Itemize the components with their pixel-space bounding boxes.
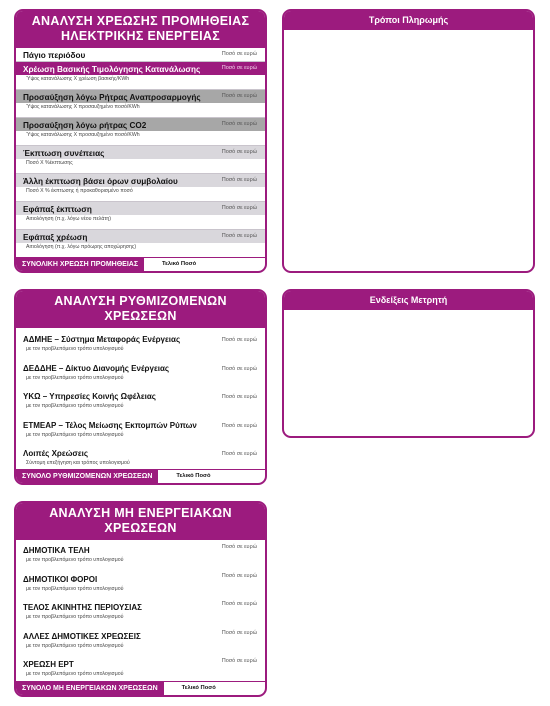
row-title: Εφάπαξ χρέωση [16,230,265,243]
row-amount: Ποσό σε ευρώ [221,205,257,211]
row-subtitle: με τον προβλεπόμενο τρόπο υπολογισμού [26,557,124,563]
row-title: ΤΕΛΟΣ ΑΚΙΝΗΤΗΣ ΠΕΡΙΟΥΣΙΑΣ [23,603,142,612]
row-amount: Ποσό σε ευρώ [221,601,257,607]
row-amount: Ποσό σε ευρώ [221,394,257,400]
nonenergy-row-municipal-taxes [16,570,265,599]
row-amount: Ποσό σε ευρώ [221,572,257,579]
row-amount: Ποσό σε ευρώ [221,93,257,99]
row-title: ΥΚΩ – Υπηρεσίες Κοινής Ωφέλειας [23,392,156,401]
row-amount: Ποσό σε ευρώ [221,365,257,372]
row-subtitle: Ποσό Χ % έκπτωσης ή προκαθορισμένο ποσό [26,188,133,194]
row-title: Πάγιο περιόδου [23,51,86,60]
nonenergy-total-bar [16,681,265,695]
row-subtitle: Αιτιολόγηση (π.χ. λόγω πρόωρης αποχώρησης) [26,244,137,250]
supply-charges-title: ΑΝΑΛΥΣΗ ΧΡΕΩΣΗΣ ΠΡΟΜΗΘΕΙΑΣ ΗΛΕΚΤΡΙΚΗΣ ΕΝΕΡΓΕΙΑΣ [16,11,265,48]
supply-total-value: Τελικό Ποσό [162,261,197,267]
row-amount: Ποσό σε ευρώ [221,337,257,343]
regulated-total-value: Τελικό Ποσό [176,473,211,479]
supply-row-onetime-discount [16,202,265,230]
row-amount: Ποσό σε ευρώ [221,149,257,155]
nonenergy-row-property-tax [16,598,265,627]
row-title: Λοιπές Χρεώσεις [23,449,89,458]
row-subtitle: με τον προβλεπόμενο τρόπο υπολογισμού [26,671,124,677]
regulated-total-label: ΣΥΝΟΛΟ ΡΥΘΜΙΖΟΜΕΝΩΝ ΧΡΕΩΣΕΩΝ [16,470,158,483]
row-amount: Ποσό σε ευρώ [221,233,257,239]
row-subtitle: με τον προβλεπόμενο τρόπο υπολογισμού [26,374,124,381]
row-amount: Ποσό σε ευρώ [221,422,257,429]
row-amount: Ποσό σε ευρώ [221,121,257,127]
row-subtitle: με τον προβλεπόμενο τρόπο υπολογισμού [26,346,124,352]
row-title: ΔΗΜΟΤΙΚΑ ΤΕΛΗ [23,546,90,555]
row-subtitle: Ποσό Χ %έκπτωσης [26,160,73,166]
supply-row-basic [16,62,265,90]
supply-row-fixed [16,48,265,62]
payment-methods-title: Τρόποι Πληρωμής [284,11,533,30]
supply-total-label: ΣΥΝΟΛΙΚΗ ΧΡΕΩΣΗ ΠΡΟΜΗΘΕΙΑΣ [16,258,144,271]
nonenergy-charges-title: ΑΝΑΛΥΣΗ ΜΗ ΕΝΕΡΓΕΙΑΚΩΝ ΧΡΕΩΣΕΩΝ [16,503,265,540]
row-subtitle: Σύντομη επεξήγηση και τρόπος υπολογισμού [26,460,130,466]
row-subtitle: Ύψος κατανάλωσης Χ χρέωση βασικής/KWh [26,76,130,82]
supply-total-bar [16,257,265,271]
row-subtitle: Ύψος κατανάλωσης Χ προσαυξημένο ποσό/KWh [26,132,140,138]
row-subtitle: Ύψος κατανάλωσης Χ προσαυξημένο ποσό/KWh [26,104,140,110]
regulated-row-admie [16,330,265,359]
row-title: ΕΤΜΕΑΡ – Τέλος Μείωσης Εκπομπών Ρύπων [23,420,197,430]
row-title: Προσαύξηση λόγω ρήτρας CO2 [16,118,265,131]
row-amount: Ποσό σε ευρώ [221,51,257,57]
supply-row-co2 [16,118,265,146]
row-subtitle: Αιτιολόγηση (π.χ. λόγω νέου πελάτη) [26,216,111,222]
row-amount: Ποσό σε ευρώ [221,65,257,71]
supply-row-onetime-charge [16,230,265,258]
regulated-charges-panel [14,289,267,485]
row-subtitle: με τον προβλεπόμενο τρόπο υπολογισμού [26,403,124,409]
nonenergy-charges-panel [14,501,267,697]
row-title: ΔΕΔΔΗΕ – Δίκτυο Διανομής Ενέργειας [23,363,170,373]
nonenergy-row-municipal-fees [16,541,265,570]
row-title: Άλλη έκπτωση βάσει όρων συμβολαίου [16,174,265,187]
row-title: Έκπτωση συνέπειας [16,146,265,159]
regulated-row-yko [16,387,265,416]
meter-readings-panel [282,289,535,438]
row-title: Εφάπαξ έκπτωση [16,202,265,215]
row-title: Προσαύξηση λόγω Ρήτρας Αναπροσαρμογής [16,90,265,103]
nonenergy-row-ert [16,655,265,684]
supply-row-contract-discount [16,174,265,202]
row-subtitle: με τον προβλεπόμενο τρόπο υπολογισμού [26,431,124,438]
row-amount: Ποσό σε ευρώ [221,658,257,664]
payment-methods-panel [282,9,535,273]
regulated-charges-title: ΑΝΑΛΥΣΗ ΡΥΘΜΙΖΟΜΕΝΩΝ ΧΡΕΩΣΕΩΝ [16,291,265,328]
nonenergy-total-value: Τελικό Ποσό [181,685,216,691]
regulated-row-deddie [16,359,265,388]
row-amount: Ποσό σε ευρώ [221,629,257,636]
row-title: Χρέωση Βασικής Τιμολόγησης Κατανάλωσης [16,62,265,75]
row-subtitle: με τον προβλεπόμενο τρόπο υπολογισμού [26,614,124,620]
row-title: ΔΗΜΟΤΙΚΟΙ ΦΟΡΟΙ [23,574,98,584]
row-amount: Ποσό σε ευρώ [221,177,257,183]
supply-charges-panel [14,9,267,273]
meter-readings-title: Ενδείξεις Μετρητή [284,291,533,310]
row-title: ΑΛΛΕΣ ΔΗΜΟΤΙΚΕΣ ΧΡΕΩΣΕΙΣ [23,631,141,641]
row-subtitle: με τον προβλεπόμενο τρόπο υπολογισμού [26,585,124,592]
row-amount: Ποσό σε ευρώ [221,544,257,550]
row-subtitle: με τον προβλεπόμενο τρόπο υπολογισμού [26,642,124,649]
supply-row-adjustment [16,90,265,118]
supply-row-consistency-discount [16,146,265,174]
regulated-total-bar [16,469,265,483]
row-title: ΑΔΜΗΕ – Σύστημα Μεταφοράς Ενέργειας [23,335,181,344]
nonenergy-total-label: ΣΥΝΟΛΟ ΜΗ ΕΝΕΡΓΕΙΑΚΩΝ ΧΡΕΩΣΕΩΝ [16,682,164,695]
row-title: ΧΡΕΩΣΗ ΕΡΤ [23,660,74,669]
nonenergy-row-other-municipal [16,627,265,656]
regulated-row-etmear [16,416,265,445]
row-amount: Ποσό σε ευρώ [221,451,257,457]
